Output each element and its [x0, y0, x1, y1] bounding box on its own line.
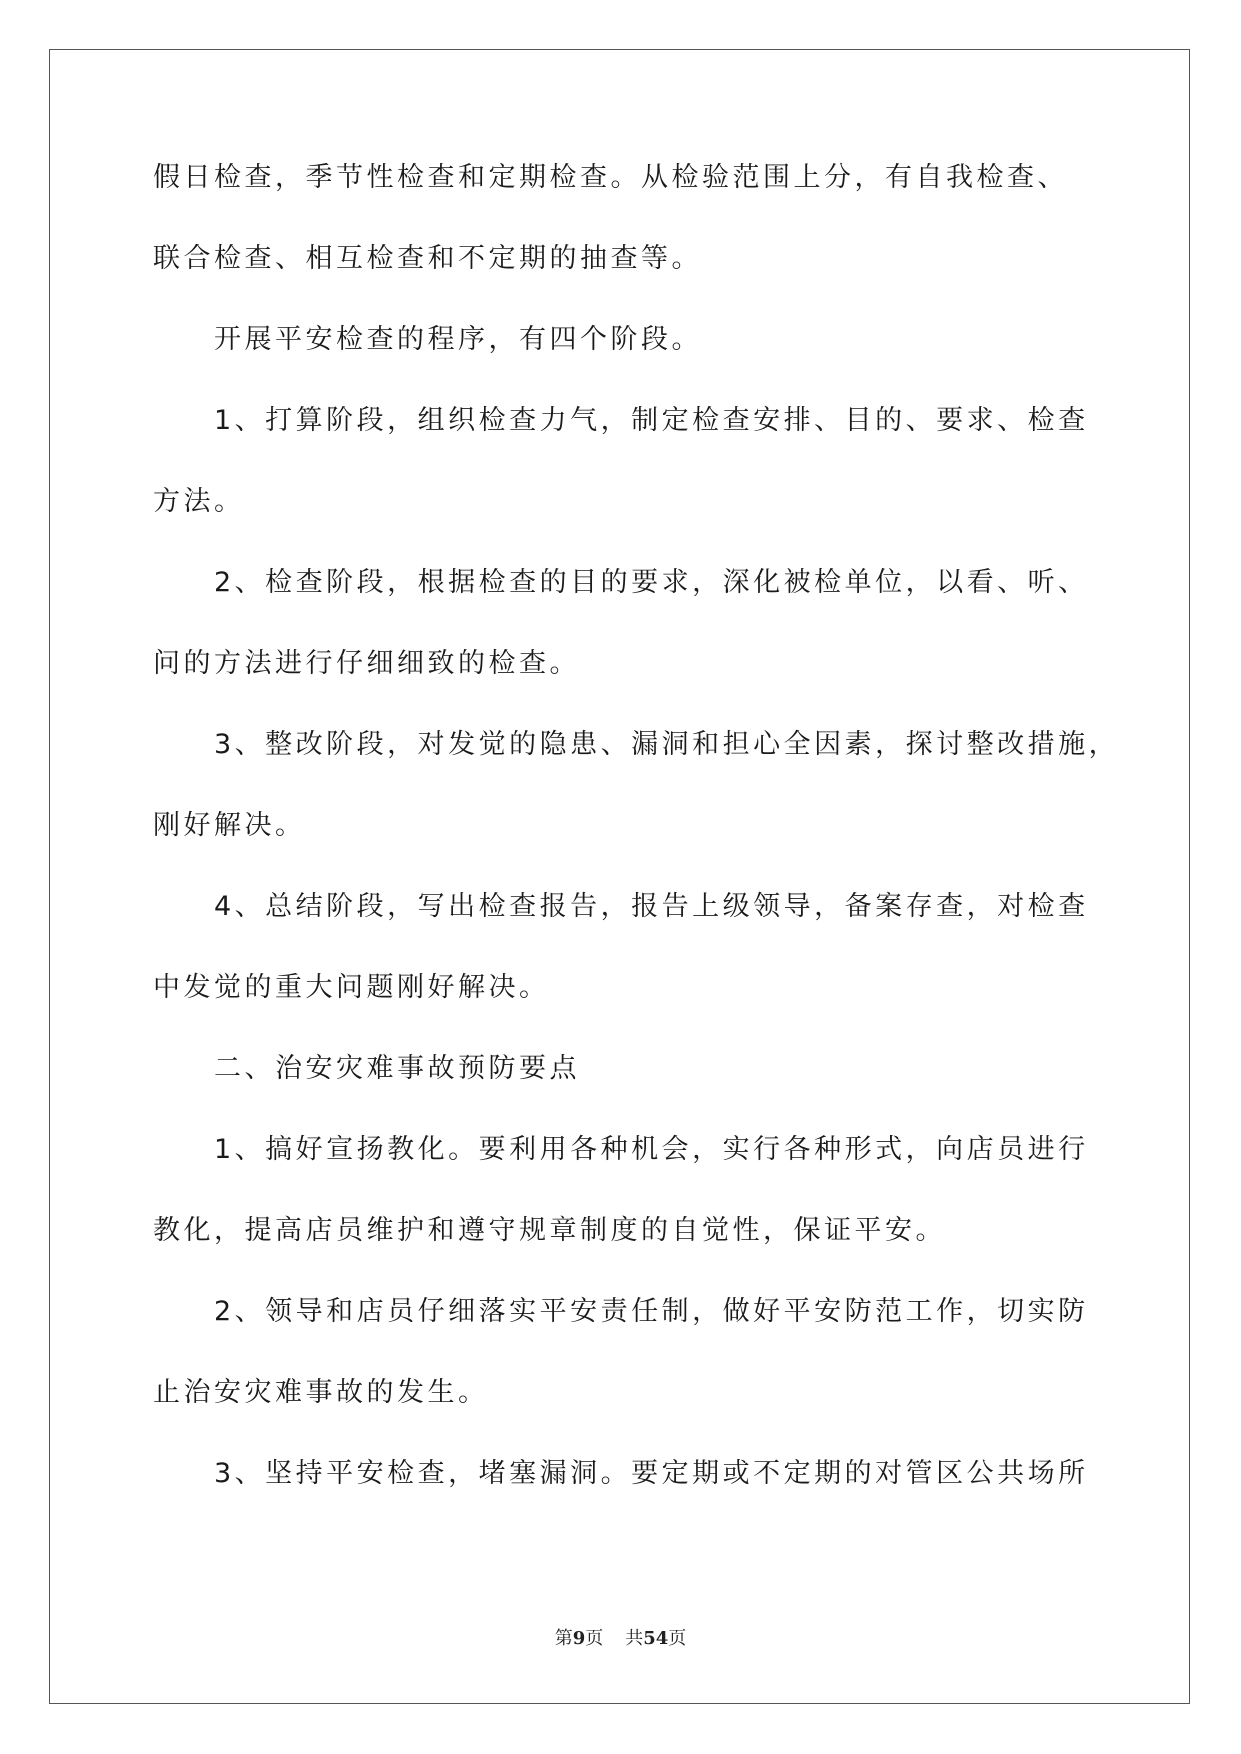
- text-line: 2、检查阶段，根据检查的目的要求，深化被检单位，以看、听、: [214, 567, 1089, 598]
- text-line: 4、总结阶段，写出检查报告，报告上级领导，备案存查，对检查: [214, 891, 1089, 922]
- text-line: 联合检查、相互检查和不定期的抽查等。: [153, 243, 702, 274]
- page-number: 9: [572, 1628, 586, 1649]
- text-line: 假日检查，季节性检查和定期检查。从检验范围上分，有自我检查、: [153, 162, 1068, 193]
- text-line: 中发觉的重大问题刚好解决。: [153, 972, 550, 1003]
- text-line: 开展平安检查的程序，有四个阶段。: [214, 324, 702, 355]
- text-line: 问的方法进行仔细细致的检查。: [153, 648, 580, 679]
- total-pages: 54: [643, 1628, 669, 1649]
- text-line: 1、打算阶段，组织检查力气，制定检查安排、目的、要求、检查: [214, 405, 1089, 436]
- text-line: 3、整改阶段，对发觉的隐患、漏洞和担心全因素，探讨整改措施，: [214, 729, 1120, 760]
- text-line: 止治安灾难事故的发生。: [153, 1377, 489, 1408]
- section-heading: 二、治安灾难事故预防要点: [214, 1053, 580, 1084]
- text-line: 刚好解决。: [153, 810, 306, 841]
- text-line: 2、领导和店员仔细落实平安责任制，做好平安防范工作，切实防: [214, 1296, 1089, 1327]
- text-line: 方法。: [153, 486, 245, 517]
- page-suffix: 页: [585, 1628, 604, 1649]
- text-line: 3、坚持平安检查，堵塞漏洞。要定期或不定期的对管区公共场所: [214, 1458, 1089, 1489]
- text-line: 1、搞好宣扬教化。要利用各种机会，实行各种形式，向店员进行: [214, 1134, 1089, 1165]
- total-suffix: 页: [668, 1628, 687, 1649]
- page-footer: [0, 1624, 1241, 1650]
- text-line: 教化，提高店员维护和遵守规章制度的自觉性，保证平安。: [153, 1215, 946, 1246]
- total-prefix: 共: [625, 1628, 644, 1649]
- page-prefix: 第: [554, 1628, 573, 1649]
- document-body: [153, 160, 1120, 1537]
